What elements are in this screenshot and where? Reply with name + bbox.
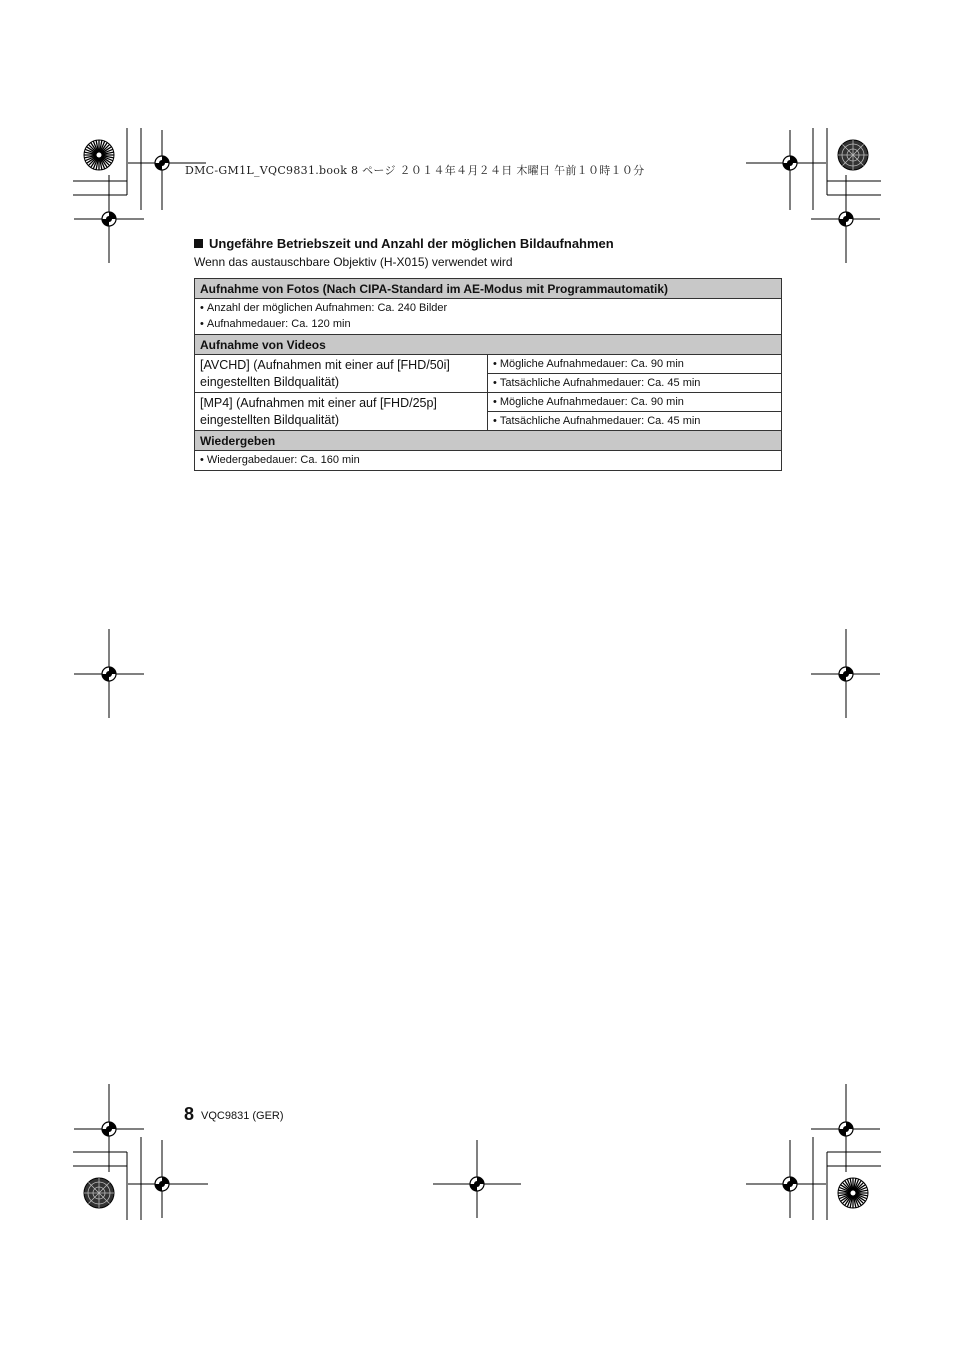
list-item: • Mögliche Aufnahmedauer: Ca. 90 min [493,356,776,372]
print-header: DMC-GM1L_VQC9831.book 8 ページ ２０１４年４月２４日 木曜日 午前１０時１０分 [185,164,645,177]
videos-header: Aufnahme von Videos [195,335,782,355]
list-item: • Tatsächliche Aufnahmedauer: Ca. 45 min [493,413,776,429]
photos-cell [195,299,782,335]
video-time-cell [488,393,782,412]
table-row [195,451,782,471]
list-item: • Tatsächliche Aufnahmedauer: Ca. 45 min [493,375,776,391]
list-item: • Mögliche Aufnahmedauer: Ca. 90 min [493,394,776,410]
playback-header: Wiedergeben [195,431,782,451]
video-mode-cell: [MP4] (Aufnahmen mit einer auf [FHD/25p] eingestellten Bildqualität) [195,393,488,431]
photos-header: Aufnahme von Fotos (Nach CIPA-Standard im AE-Modus mit Programmautomatik) [195,279,782,299]
operating-time-table [194,278,782,471]
table-row [195,393,782,412]
list-item: • Aufnahmedauer: Ca. 120 min [200,316,776,332]
table-row [195,355,782,374]
doc-code: VQC9831 (GER) [201,1110,284,1122]
video-time-cell [488,374,782,393]
video-time-cell [488,355,782,374]
table-header-row [195,335,782,355]
table-header-row [195,431,782,451]
section-title [194,236,614,251]
table-header-row [195,279,782,299]
list-item: • Wiedergabedauer: Ca. 160 min [200,452,776,468]
list-item: • Anzahl der möglichen Aufnahmen: Ca. 240 Bilder [200,300,776,316]
video-time-cell [488,412,782,431]
table-row [195,299,782,335]
section-title-text: Ungefähre Betriebszeit und Anzahl der möglichen Bildaufnahmen [209,236,614,251]
square-bullet-icon [194,239,203,248]
video-mode-cell: [AVCHD] (Aufnahmen mit einer auf [FHD/50i] eingestellten Bildqualität) [195,355,488,393]
playback-cell [195,451,782,471]
section-subtitle: Wenn das austauschbare Objektiv (H-X015) verwendet wird [194,255,513,269]
page-number: 8 [184,1104,195,1124]
